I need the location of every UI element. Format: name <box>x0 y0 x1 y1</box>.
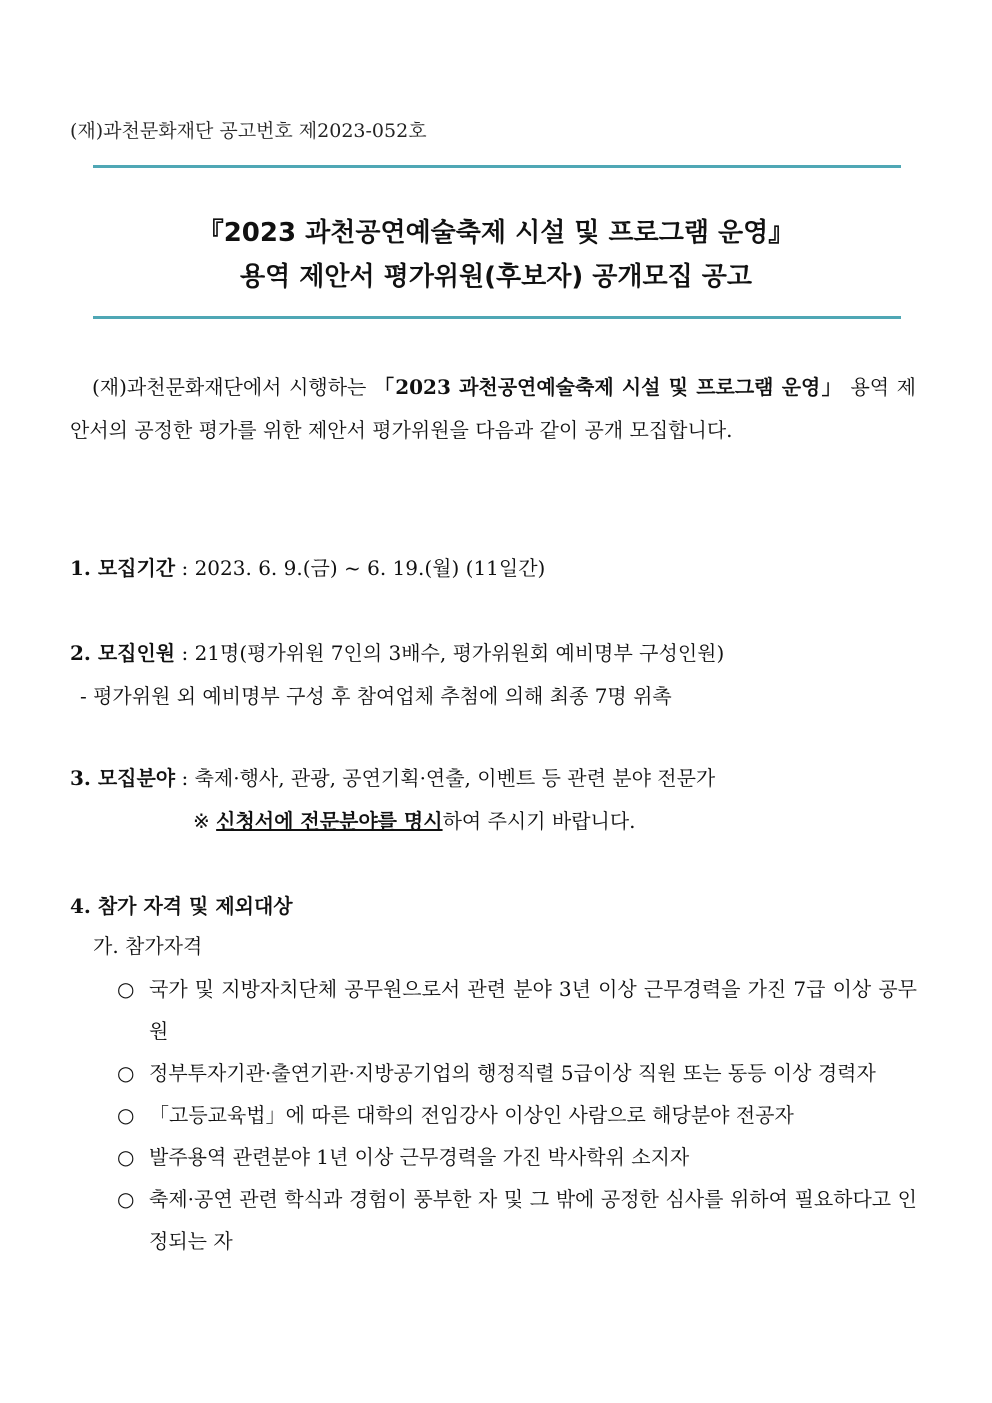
bullet-circle-icon: ○ <box>117 1187 135 1211</box>
bullet-circle-icon: ○ <box>117 1145 135 1169</box>
list-item-text: 국가 및 지방자치단체 공무원으로서 관련 분야 3년 이상 근무경력을 가진 7급 이상 공무원 <box>149 977 917 1043</box>
list-item <box>117 1178 917 1262</box>
section-count-value: : 21명(평가위원 7인의 3배수, 평가위원회 예비명부 구성인원) <box>175 641 725 665</box>
title-line-1: 『2023 과천공연예술축제 시설 및 프로그램 운영』 <box>197 218 795 248</box>
eligibility-subheading: 가. 참가자격 <box>93 934 203 958</box>
list-item-text: 발주용역 관련분야 1년 이상 근무경력을 가진 박사학위 소지자 <box>149 1145 690 1169</box>
list-item <box>117 1052 917 1094</box>
list-item-text: 「고등교육법」에 따른 대학의 전임강사 이상인 사람으로 해당분야 전공자 <box>149 1103 794 1127</box>
section-count-note: - 평가위원 외 예비명부 구성 후 참여업체 추첨에 의해 최종 7명 위촉 <box>80 684 672 708</box>
note-mark: ※ <box>193 809 217 833</box>
title-top-rule <box>93 165 901 168</box>
list-item-text: 정부투자기관·출연기관·지방공기업의 행정직렬 5급이상 직원 또는 동등 이상 경력자 <box>149 1061 876 1085</box>
intro-paragraph <box>70 366 916 452</box>
section-field-label: 3. 모집분야 <box>70 766 176 790</box>
section-field <box>70 762 715 791</box>
section-field-note <box>193 805 636 834</box>
note-rest: 하여 주시기 바랍니다. <box>442 809 636 833</box>
bullet-circle-icon: ○ <box>117 977 135 1001</box>
section-period-label: 1. 모집기간 <box>70 556 176 580</box>
bullet-circle-icon: ○ <box>117 1103 135 1127</box>
list-item <box>117 1094 917 1136</box>
section-count-label: 2. 모집인원 <box>70 641 176 665</box>
intro-suffix: 용역 제안서의 공정한 평가를 위한 제안서 평가위원을 다음과 같이 공개 모집합니다. <box>70 375 916 442</box>
section-period <box>70 552 545 581</box>
intro-project-name: 「2023 과천공연예술축제 시설 및 프로그램 운영」 <box>373 375 843 399</box>
title-bottom-rule <box>93 316 901 319</box>
section-count <box>70 637 724 666</box>
list-item <box>117 968 917 1052</box>
section-eligibility <box>70 890 293 919</box>
section-eligibility-label: 4. 참가 자격 및 제외대상 <box>70 894 293 918</box>
eligibility-list <box>117 968 917 1262</box>
intro-prefix: (재)과천문화재단에서 시행하는 <box>92 375 374 399</box>
list-item <box>117 1136 917 1178</box>
notice-number: (재)과천문화재단 공고번호 제2023-052호 <box>70 120 427 142</box>
note-emphasis: 신청서에 전문분야를 명시 <box>216 809 443 833</box>
list-item-text: 축제·공연 관련 학식과 경험이 풍부한 자 및 그 밖에 공정한 심사를 위하여 필요하다고 인정되는 자 <box>149 1187 917 1253</box>
title-line-2: 용역 제안서 평가위원(후보자) 공개모집 공고 <box>239 262 753 292</box>
bullet-circle-icon: ○ <box>117 1061 135 1085</box>
section-field-value: : 축제·행사, 관광, 공연기획·연출, 이벤트 등 관련 분야 전문가 <box>175 766 716 790</box>
section-period-value: : 2023. 6. 9.(금) ~ 6. 19.(월) (11일간) <box>175 556 546 580</box>
